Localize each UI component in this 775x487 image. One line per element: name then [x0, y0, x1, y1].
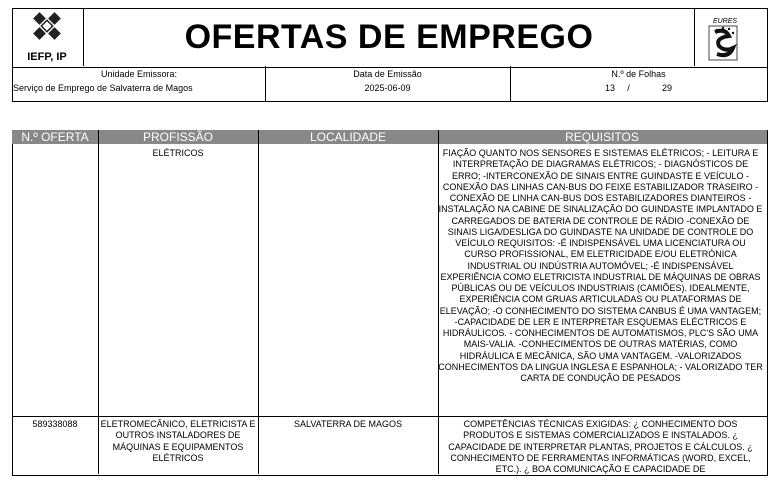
sheet-count-label: N.º de Folhas: [611, 69, 666, 79]
row1-requirements: FIAÇÃO QUANTO NOS SENSORES E SISTEMAS ELÉTRICOS; - LEITURA E INTERPRETAÇÃO DE DIAGRAMAS ELÉTRICOS; - DIAGNÓSTICOS DE ERRO; -INTERCONEXÃO DE SINAIS ENTRE GUINDASTE E VEÍCULO -CONEXÃO DAS LINHAS CAN-BUS DO FEIXE ESTABILIZADOR TRASEIRO -CONEXÃO DE LINHA CAN-BUS DOS ESTABILIZADORES DIANTEIROS -INSTALAÇÃO NA CABINE DE SINALIZAÇÃO DO GUINDASTE IMPLANTADO E CARREGADOS DE BATERIA DE CONTROLE DE RÁDIO -CONEXÃO DE SINAIS LIGA/DESLIGA DO GUINDASTE NA UNIDADE DE CONTROLE DO VEÍCULO REQUISITOS: -É INDISPENSÁVEL UMA LICENCIATURA OU CURSO PROFISSIONAL, EM ELETRICIDADE E/OU ELETRÓNICA INDUSTRIAL OU INDÚSTRIA AUTOMÓVEL; -É INDISPENSÁVEL EXPERIÊNCIA COMO ELETRICISTA INDUSTRIAL DE MÁQUINAS DE OBRAS PÚBLICAS OU DE VEÍCULOS INDUSTRIAIS (CAMIÕES). IDEALMENTE, EXPERIÊNCIA COM GRUAS ARTICULADAS OU PLATAFORMAS DE ELEVAÇÃO; -O CONHECIMENTO DO SISTEMA CANBUS É UMA VANTAGEM; -CAPACIDADE DE LER E INTERPRETAR ESQUEMAS ELÉCTRICOS E HIDRÁULICOS. - CONHECIMENTOS DE AUTOMATISMOS, PLC'S SÃO UMA MAIS-VALIA. -CONHECIMENTOS DE OUTRAS MATÉRIAS, COMO HIDRÁULICA E MECÂNICA, SÃO UMA VANTAGEM. -VALORIZADOS CONHECIMENTOS DA LINGUA INGLESA E ESPANHOLA; - VALORIZADO TER CARTA DE CONDUÇÃO DE PESADOS: [438, 148, 763, 383]
sheet-total: 29: [662, 83, 673, 93]
row2-requirements: COMPETÊNCIAS TÉCNICAS EXIGIDAS: ¿ CONHECIMENTO DOS PRODUTOS E SISTEMAS COMERCIALIZADOS E INSTALADOS. ¿ CAPACIDADE DE INTERPRETAR PLANTAS, PROJETOS E CÁLCULOS. ¿ CONHECIMENTO DE FERRAMENTAS INFORMÁTICAS (WORD, EXCEL, ETC.). ¿ BOA COMUNICAÇÃO E CAPACIDADE DE: [448, 419, 753, 474]
table-header: [12, 130, 767, 144]
page-title: OFERTAS DE EMPREGO: [184, 17, 594, 56]
row2-offer-number: 589338088: [32, 419, 78, 429]
row1-profession: ELÉTRICOS: [152, 148, 204, 158]
sheet-count-value: [510, 83, 767, 93]
issue-date-value: 2025-06-09: [364, 83, 411, 93]
row2-locality: SALVATERRA DE MAGOS: [293, 419, 403, 429]
col-header-locality: LOCALIDADE: [309, 130, 387, 144]
sheet-count: [510, 66, 767, 101]
eures-emblem-icon: [695, 8, 768, 66]
col-header-profession: PROFISSÃO: [142, 130, 213, 144]
issuing-unit-label: Unidade Emissora:: [100, 69, 178, 79]
issuing-unit: [13, 66, 266, 101]
sheet-current: 13: [604, 83, 615, 93]
eures-logo: [694, 8, 768, 66]
issue-date: [265, 66, 511, 101]
svg-text:EURES: EURES: [712, 18, 738, 25]
row2-profession: ELETROMECÂNICO, ELETRICISTA E OUTROS INSTALADORES DE MÁQUINAS E EQUIPAMENTOS ELÉTRICOS: [100, 419, 256, 463]
sheet-separator: /: [627, 83, 630, 93]
issue-date-label: Data de Emissão: [353, 69, 422, 79]
svg-text:IEFP, IP: IEFP, IP: [27, 51, 67, 63]
col-header-requirements: REQUISITOS: [565, 130, 639, 144]
iefp-emblem-icon: [12, 8, 83, 66]
col-header-offer-number: N.º OFERTA: [21, 130, 89, 144]
issue-info: [12, 66, 768, 102]
row-divider: [12, 416, 767, 417]
iefp-logo: [12, 8, 84, 66]
issuing-unit-value: Serviço de Emprego de Salvaterra de Magos: [13, 83, 193, 93]
